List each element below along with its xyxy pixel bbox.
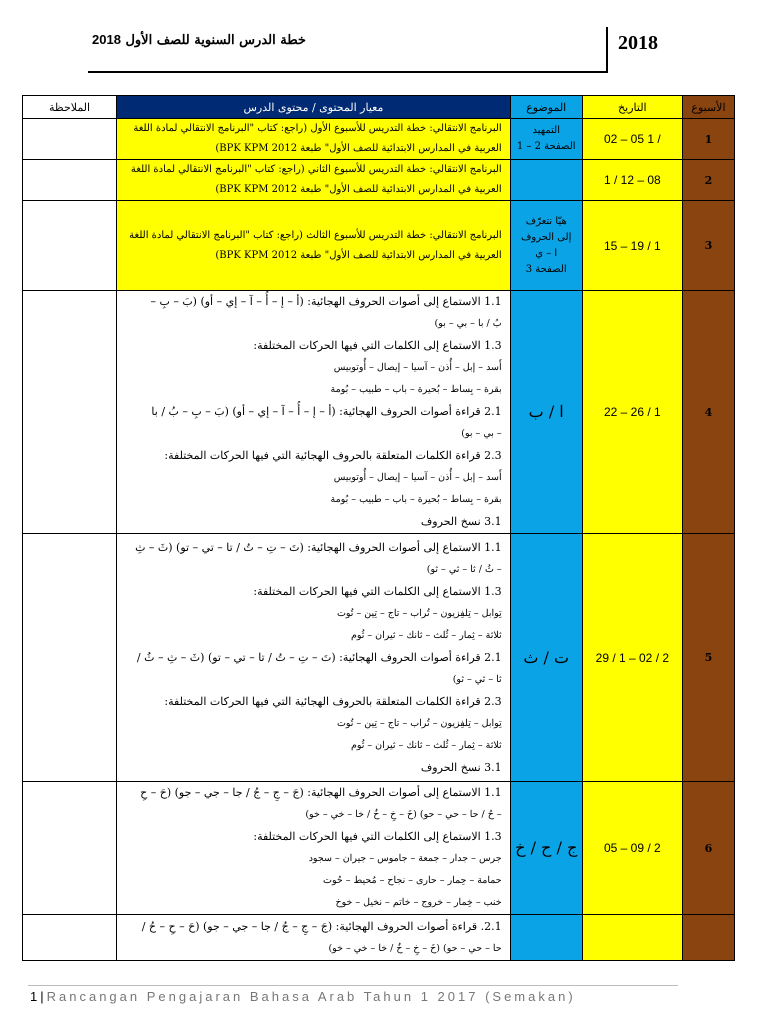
date-cell: 02 – 05 1 /: [582, 119, 682, 160]
header-divider: [606, 27, 608, 73]
content-line: 1.3 الاستماع إلى الكلمات التي فيها الحركات المختلفة:: [253, 339, 502, 352]
content-line: 2.1. قراءة أصوات الحروف الهجائية: (جَ – جِ – جُ / جا – جي – جو) (حَ – حِ – حُ /: [141, 919, 502, 933]
topic-line: ا / ب: [528, 402, 564, 422]
content-line: – بي – بو): [461, 428, 502, 439]
content-line: – حُ / حا – حي – حو) (خَ – خِ – خُ / خا – خي – خو): [305, 809, 502, 820]
topic-line: إلى الحروف: [521, 231, 572, 243]
content-line: ثلاثة – ثِمار – ثُلث – ثانك – ثيران – ثُوم: [350, 739, 502, 751]
page-number: 1: [30, 989, 41, 1004]
table-row: [23, 291, 735, 534]
content-line: – ثُ / ثا – ثي – ثو): [426, 563, 502, 575]
content-line: العربية في المدارس الابتدائية للصف الأول" طبعة 2012 BPK KPM): [215, 184, 502, 195]
content-cell: [117, 160, 511, 201]
plan-title: [92, 32, 306, 48]
topic-line: الصفحة 3: [525, 263, 567, 275]
topic-line: ا – ي: [535, 247, 558, 259]
content-cell: [117, 534, 511, 782]
table-row: [23, 534, 735, 782]
content-line: 3.1 نسخ الحروف: [420, 515, 502, 528]
date-cell: [582, 915, 682, 961]
content-line: ثا – ثي – ثو): [452, 673, 502, 685]
note-cell: [23, 201, 117, 291]
topic-line: الصفحة 2 – 1: [516, 141, 576, 152]
topic-cell: [510, 119, 582, 160]
note-cell: [23, 782, 117, 915]
topic-cell: [510, 291, 582, 534]
content-cell: [117, 915, 511, 961]
table-row: [23, 201, 735, 291]
topic-line: التمهيد: [532, 125, 560, 136]
content-line: البرنامج الانتقالي: خطة التدريس للأسبوع الأول (راجع: كتاب "البرنامج الانتقالي لمادة اللغة: [133, 123, 502, 134]
page-footer: [30, 989, 576, 1004]
content-line: 2.1 قراءة أصوات الحروف الهجائية: (أ – إ – أُ – آ – إي – أو) (بَ – بِ – بُ / با: [151, 405, 502, 418]
content-line: بقرة – بِساط – بُحيرة – باب – طبيب – بُومة: [330, 494, 502, 505]
week-cell: 3: [682, 201, 734, 291]
content-line: بقرة – بِساط – بُحيرة – باب – طبيب – بُومة: [330, 384, 502, 395]
date-cell: 15 – 19 / 1: [582, 201, 682, 291]
content-line: تِوابل – تِلفِزيون – تُراب – تاج – تِين – تُوت: [336, 607, 502, 619]
footer-text: Rancangan Pengajaran Bahasa Arab Tahun 1 2017 (Semakan): [46, 989, 576, 1004]
content-line: 1.3 الاستماع إلى الكلمات التي فيها الحركات المختلفة:: [253, 830, 502, 843]
content-line: خنب – خِمار – خروج – خاتم – نخيل – خوخ: [335, 897, 502, 908]
content-line: ثلاثة – ثِمار – ثُلث – ثانك – ثيران – ثُوم: [350, 629, 502, 641]
content-line: حا – حي – حو) (خَ – خِ – خُ / خا – خي – خو): [328, 942, 502, 954]
content-line: 1.3 الاستماع إلى الكلمات التي فيها الحركات المختلفة:: [253, 584, 502, 598]
content-line: 3.1 نسخ الحروف: [420, 760, 502, 774]
date-cell: 05 – 09 / 2: [582, 782, 682, 915]
table-row: [23, 915, 735, 961]
week-cell: 6: [682, 782, 734, 915]
plan-title-text: خطة الدرس السنوية للصف الأول: [125, 33, 306, 48]
note-cell: [23, 160, 117, 201]
content-line: العربية في المدارس الابتدائية للصف الأول" طبعة 2012 BPK KPM): [215, 249, 502, 261]
content-line: 1.1 الاستماع إلى أصوات الحروف الهجائية: (جَ – جِ – جُ / جا – جي – جو) (حَ – حِ: [140, 786, 502, 799]
week-cell: 5: [682, 534, 734, 782]
header-topic: الموضوع: [510, 96, 582, 119]
topic-line: ج / ح / خ: [515, 838, 578, 858]
content-line: 2.3 قراءة الكلمات المتعلقة بالحروف الهجائية التي فيها الحركات المختلفة:: [164, 694, 502, 708]
content-cell: [117, 119, 511, 160]
table-row: [23, 160, 735, 201]
content-line: أَسد – إبل – أُذن – آسيا – إيصال – أُوتوبيس: [333, 472, 502, 483]
content-line: تِوابل – تِلفِزيون – تُراب – تاج – تِين – تُوت: [336, 717, 502, 729]
content-line: البرنامج الانتقالي: خطة التدريس للأسبوع الثاني (راجع: كتاب "البرنامج الانتقالي لمادة اللغة: [130, 164, 502, 175]
content-cell: [117, 201, 511, 291]
week-cell: 1: [682, 119, 734, 160]
date-cell: 22 – 26 / 1: [582, 291, 682, 534]
topic-cell: [510, 915, 582, 961]
content-line: 1.1 الاستماع إلى أصوات الحروف الهجائية: (أ – إ – أُ – آ – إي – أو) (بَ – بِ –: [150, 295, 502, 308]
topic-cell: [510, 201, 582, 291]
content-line: حمامة – حِمار – حارى – نجاح – مُحيط – حُوت: [323, 875, 502, 886]
note-cell: [23, 119, 117, 160]
header-content: معيار المحتوى / محتوى الدرس: [117, 96, 511, 119]
content-cell: [117, 782, 511, 915]
topic-line: ت / ث: [523, 647, 570, 667]
date-cell: 29 / 1 – 02 / 2: [582, 534, 682, 782]
content-line: أَسد – إبل – أُذن – آسيا – إيصال – أُوتوبيس: [333, 362, 502, 373]
table-header-row: [23, 96, 735, 119]
content-line: جرس – جدار – جمعة – جاموس – جيران – سجود: [308, 853, 502, 864]
header-year: 2018: [618, 32, 658, 54]
content-line: العربية في المدارس الابتدائية للصف الأول" طبعة 2012 BPK KPM): [215, 143, 502, 154]
footer-rule: [28, 985, 678, 986]
week-cell: [682, 915, 734, 961]
topic-cell: [510, 534, 582, 782]
footer-separator: |: [40, 989, 47, 1004]
topic-cell: [510, 782, 582, 915]
content-line: 2.1 قراءة أصوات الحروف الهجائية: (تَ – تِ – تُ / تا – تي – تو) (ثَ – ثِ – ثُ /: [136, 650, 502, 664]
content-line: 1.1 الاستماع إلى أصوات الحروف الهجائية: (تَ – تِ – تُ / تا – تي – تو) (ثَ – ثِ: [135, 540, 502, 554]
header-rule: [88, 71, 608, 73]
table-row: [23, 119, 735, 160]
header-note: الملاحظة: [23, 96, 117, 119]
week-cell: 2: [682, 160, 734, 201]
content-line: البرنامج الانتقالي: خطة التدريس للأسبوع الثالث (راجع: كتاب "البرنامج الانتقالي لمادة اللغة: [129, 229, 502, 241]
note-cell: [23, 915, 117, 961]
table-row: [23, 782, 735, 915]
content-line: 2.3 قراءة الكلمات المتعلقة بالحروف الهجائية التي فيها الحركات المختلفة:: [164, 449, 502, 462]
content-cell: [117, 291, 511, 534]
topic-line: هيّا نتعرّف: [525, 215, 567, 227]
header-week: الأسبوع: [682, 96, 734, 119]
week-cell: 4: [682, 291, 734, 534]
note-cell: [23, 291, 117, 534]
note-cell: [23, 534, 117, 782]
plan-title-year: 2018: [92, 32, 121, 47]
header-date: التاريخ: [582, 96, 682, 119]
date-cell: 1 / 12 – 08: [582, 160, 682, 201]
topic-cell: [510, 160, 582, 201]
table-body: [23, 119, 735, 961]
content-line: بُ / با – بي – بو): [434, 318, 502, 329]
lesson-plan-table: [22, 95, 735, 961]
